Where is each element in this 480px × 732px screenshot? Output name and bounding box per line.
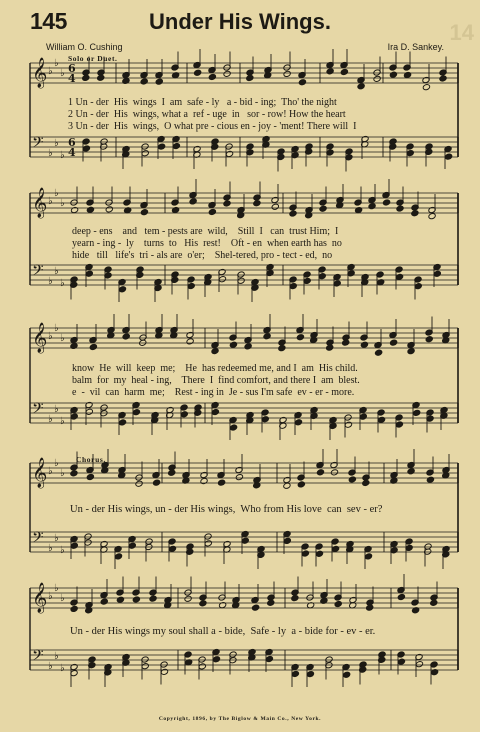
flat-icon: ♭ <box>54 404 59 415</box>
note-head <box>97 74 105 81</box>
note-head <box>319 205 327 212</box>
note-head <box>316 469 324 476</box>
lyric-chorus-line-1: Un - der His wings, un - der His wings, Who from His love can sev - er? <box>70 504 383 515</box>
lyric-verse-2-line-3: balm for my heal - ing, There I find comfort, and there I am blest. <box>72 375 360 386</box>
treble-clef-icon: 𝄞 <box>32 458 48 488</box>
note-head <box>297 481 305 488</box>
chorus-label: Chorus. <box>76 455 106 464</box>
note-head <box>114 553 122 560</box>
note-head <box>366 604 374 611</box>
note-head <box>373 75 381 82</box>
note-head <box>291 670 299 677</box>
lyric-verse-1-line-3: know He will keep me; He has redeemed me, and I am His child. <box>72 363 358 374</box>
note-head <box>413 409 421 416</box>
flat-icon: ♭ <box>48 466 53 477</box>
note-head <box>208 208 216 215</box>
note-head <box>100 598 108 605</box>
note-head <box>263 333 271 340</box>
note-head <box>403 71 411 78</box>
note-head <box>397 658 405 665</box>
note-head <box>200 478 208 485</box>
time-signature: 4 <box>68 72 76 85</box>
flat-icon: ♭ <box>54 58 59 69</box>
note-head <box>132 409 140 416</box>
treble-clef-icon: 𝄞 <box>32 58 48 88</box>
note-head <box>82 145 90 152</box>
flat-icon: ♭ <box>48 148 53 159</box>
note-head <box>85 408 93 415</box>
lyric-chorus-line-2: Un - der His wings my soul shall a - bide, Safe - ly a - bide for - ev - er. <box>70 626 376 637</box>
note-head <box>357 83 365 90</box>
flat-icon: ♭ <box>54 323 59 334</box>
flat-icon: ♭ <box>60 198 65 209</box>
note-head <box>301 550 309 557</box>
treble-clef-icon: 𝄞 <box>32 188 48 218</box>
note-head <box>342 339 350 346</box>
flat-icon: ♭ <box>60 68 65 79</box>
note-head <box>343 671 351 678</box>
lyric-verse-3-line-2: hide till life's tri - als are o'er; Shel-tered, pro - tect - ed, no <box>72 250 333 261</box>
note-head <box>189 198 197 205</box>
lyric-verse-2-line-1: 2 Un - der His wings, what a ref - uge in sor - row! How the heart <box>68 109 346 120</box>
note-head <box>360 341 368 348</box>
flat-icon: ♭ <box>60 468 65 479</box>
flat-icon: ♭ <box>54 651 59 662</box>
note-head <box>132 596 140 603</box>
note-head <box>362 479 370 486</box>
note-head <box>225 150 233 157</box>
flat-icon: ♭ <box>48 66 53 77</box>
flat-icon: ♭ <box>60 545 65 556</box>
note-head <box>211 348 219 355</box>
note-head <box>118 419 126 426</box>
note-head <box>389 71 397 78</box>
note-head <box>426 476 434 483</box>
copyright-notice: Copyright, 1896, by The Biglow & Main Co., New York. <box>158 716 322 722</box>
note-head <box>377 416 385 423</box>
flat-icon: ♭ <box>48 591 53 602</box>
flat-icon: ♭ <box>54 188 59 199</box>
note-head <box>278 345 286 352</box>
note-head <box>407 348 415 355</box>
note-head <box>430 599 438 606</box>
note-head <box>105 206 113 213</box>
performance-direction: Solo or Duet. <box>68 54 118 63</box>
note-head <box>296 334 304 341</box>
note-head <box>267 599 275 606</box>
note-head <box>160 668 168 675</box>
note-head <box>184 595 192 602</box>
note-head <box>186 338 194 345</box>
flat-icon: ♭ <box>54 583 59 594</box>
note-head <box>334 601 342 608</box>
treble-clef-icon: 𝄞 <box>32 583 48 613</box>
lyric-verse-3-line-1: 3 Un - der His wings, O what pre - cious en - joy - 'ment! There will I <box>68 121 357 132</box>
note-head <box>122 333 130 340</box>
note-head <box>158 143 166 150</box>
note-head <box>344 421 352 428</box>
lyricist-credit: William O. Cushing <box>46 42 123 52</box>
note-head <box>116 596 124 603</box>
note-head <box>168 469 176 476</box>
note-head <box>364 553 372 560</box>
time-signature: 4 <box>68 146 76 159</box>
note-head <box>265 656 273 663</box>
bass-clef-icon: 𝄢 <box>32 647 44 668</box>
note-head <box>218 276 226 283</box>
note-head <box>294 419 302 426</box>
note-head <box>204 540 212 547</box>
note-head <box>253 200 261 207</box>
note-head <box>340 68 348 75</box>
note-head <box>172 143 180 150</box>
time-signature: 6 <box>68 136 76 149</box>
flat-icon: ♭ <box>60 416 65 427</box>
flat-icon: ♭ <box>48 414 53 425</box>
lyric-verse-2-line-2: yearn - ing - ly turns to His rest! Oft - en when earth has no <box>72 238 342 249</box>
flat-icon: ♭ <box>60 333 65 344</box>
note-head <box>407 468 415 475</box>
flat-icon: ♭ <box>54 458 59 469</box>
note-head <box>283 537 291 544</box>
flat-icon: ♭ <box>54 266 59 277</box>
bass-clef-icon: 𝄢 <box>32 134 44 155</box>
note-head <box>135 480 143 487</box>
note-head <box>218 479 226 486</box>
note-head <box>271 203 279 210</box>
note-head <box>194 69 202 76</box>
note-head <box>326 344 334 351</box>
note-head <box>71 207 79 214</box>
note-head <box>89 343 97 350</box>
note-head <box>291 595 299 602</box>
note-head <box>82 74 90 81</box>
note-head <box>395 421 403 428</box>
note-head <box>252 604 260 611</box>
note-head <box>118 286 126 293</box>
note-head <box>415 661 423 668</box>
note-head <box>439 75 447 82</box>
note-head <box>86 206 94 213</box>
flat-icon: ♭ <box>60 278 65 289</box>
note-head <box>382 199 390 206</box>
flat-icon: ♭ <box>60 593 65 604</box>
flat-icon: ♭ <box>60 663 65 674</box>
note-head <box>428 213 436 220</box>
note-head <box>168 545 176 552</box>
hymn-title: Under His Wings. <box>149 9 331 34</box>
note-head <box>172 207 180 214</box>
note-head <box>149 595 157 602</box>
note-head <box>230 424 238 431</box>
lyric-verse-1-line-1: 1 Un - der His wings I am safe - ly a - bid - ing; Tho' the night <box>68 97 337 108</box>
note-head <box>155 78 163 85</box>
flat-icon: ♭ <box>48 331 53 342</box>
flat-icon: ♭ <box>54 138 59 149</box>
note-head <box>390 339 398 346</box>
note-head <box>395 273 403 280</box>
note-head <box>397 593 405 600</box>
note-head <box>396 205 404 212</box>
note-head <box>198 663 206 670</box>
flat-icon: ♭ <box>48 661 53 672</box>
treble-clef-icon: 𝄞 <box>32 323 48 353</box>
note-head <box>229 341 237 348</box>
bass-clef-icon: 𝄢 <box>32 529 44 550</box>
note-head <box>70 605 78 612</box>
hymn-number: 145 <box>30 8 67 34</box>
note-head <box>425 336 433 343</box>
lyric-verse-3-line-3: e - vil can harm me; Rest - ing in Je - sus I'm safe ev - er - more. <box>72 387 355 398</box>
bass-clef-icon: 𝄢 <box>32 400 44 421</box>
note-head <box>246 74 254 81</box>
note-head <box>306 671 314 678</box>
flat-icon: ♭ <box>54 533 59 544</box>
flat-icon: ♭ <box>60 150 65 161</box>
composer-credit: Ira D. Sankey. <box>387 42 444 52</box>
note-head <box>223 70 231 77</box>
note-head <box>326 68 334 75</box>
note-head <box>298 79 306 86</box>
note-head <box>330 469 338 476</box>
note-head <box>212 656 220 663</box>
note-head <box>433 270 441 277</box>
note-head <box>375 349 383 356</box>
note-head <box>140 78 148 85</box>
note-head <box>140 209 148 216</box>
bleed-through-number: 14 <box>449 20 474 45</box>
note-head <box>348 476 356 483</box>
note-head <box>235 474 243 481</box>
lyric-verse-1-line-2: deep - ens and tem - pests are wild, Still I can trust Him; I <box>72 226 339 237</box>
note-head <box>211 409 219 416</box>
note-head <box>422 84 430 91</box>
note-head <box>208 73 216 80</box>
note-head <box>445 153 453 160</box>
note-head <box>411 210 419 217</box>
note-head <box>153 479 161 486</box>
note-head <box>223 200 231 207</box>
bass-clef-icon: 𝄢 <box>32 262 44 283</box>
note-head <box>244 343 252 350</box>
note-head <box>86 473 94 480</box>
note-head <box>70 470 78 477</box>
note-head <box>315 550 323 557</box>
note-head <box>283 70 291 77</box>
note-head <box>289 210 297 217</box>
flat-icon: ♭ <box>48 276 53 287</box>
note-head <box>199 600 207 607</box>
flat-icon: ♭ <box>48 543 53 554</box>
note-head <box>331 545 339 552</box>
flat-icon: ♭ <box>48 196 53 207</box>
note-head <box>368 203 376 210</box>
time-signature: 6 <box>68 62 76 75</box>
